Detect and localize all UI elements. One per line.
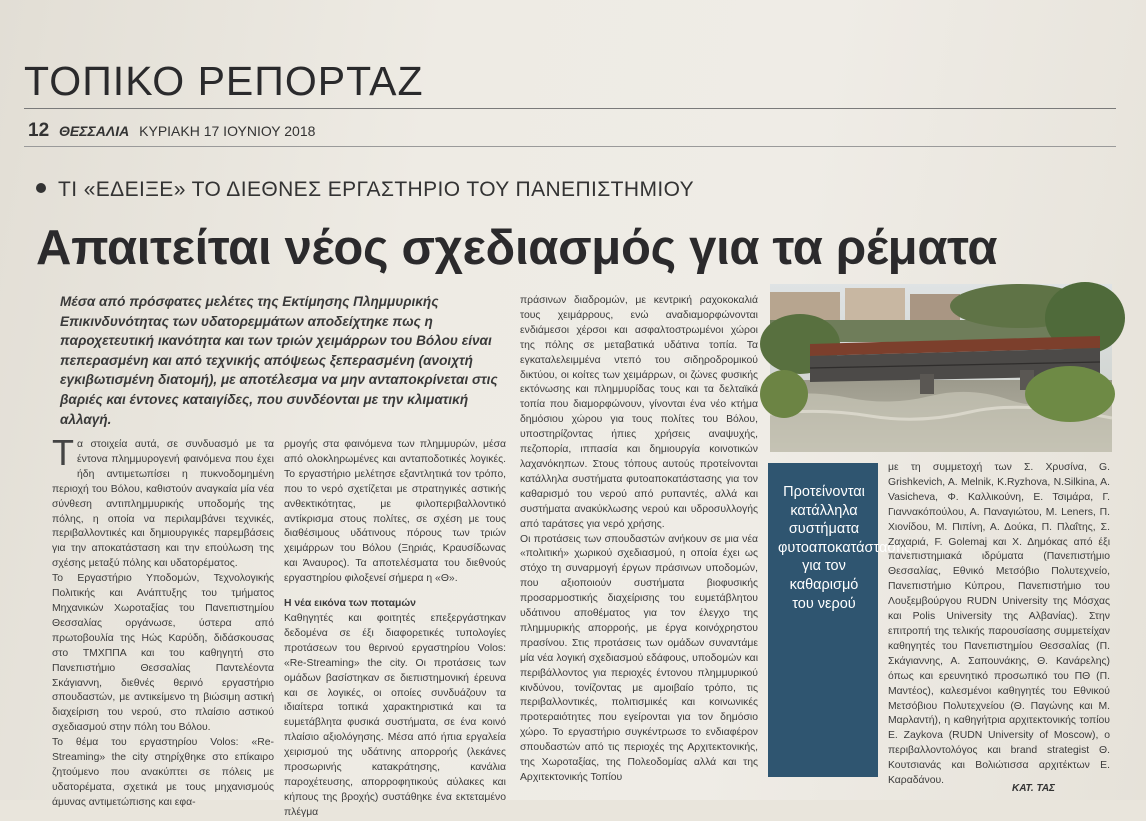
river-bridge-photo	[770, 284, 1112, 452]
paragraph: με τη συμμετοχή των Σ. Χρυσίνα, G. Grishkevich, A. Melnik, K.Ryzhova, N.Silkina, A. Vasicheva, Φ. Καλλικούνη, Ε. Τσιμάρα, Γ. Γιαννακόπούλου, Α. Παναγιώτου, Μ. Leners, Π. Χιονίδου, Μ. Πιπίνη, Α. Δούκα, Π. Πλαΐτης, Σ. Ζαχαριά, F. Golemaj και Χ. Δημόκας από έξι πανεπιστημιακά ιδρύματα (Πανεπιστήμιο Θεσσαλίας, Εθνικό Μετσόβιο Πολυτεχνείο, Πανεπιστήμιο Κύπρου, Πανεπιστήμιο του Λουξεμβούργου RUDN University της Μόσχας και Polis University της Αλβανίας). Στην επιτροπή της τελικής παρουσίασης συμμετείχαν καθηγητές του Πανεπιστημίου Θεσσαλίας (Π. Σκάγιαννης, Α. Σαπουνάκης, Θ. Κανάρελης) όπως και ερευνητικό προσωπικό του ΠΘ (Π. Μαντέος), καλεσμένοι καθηγητές του Εθνικού Μετσόβιου Πολυτεχνείου (Θ. Παγώνης και Μ. Μαρλαντή), η καθηγήτρια αρχιτεκτονικής τοπίου E. Zaykova (RUDN University of Moscow), ο περιβαλλοντολόγος και brand strategist Θ. Κουτσιανάς και Βολιώτισσα αρχιτέκτων Ε. Καραδάνου.	[888, 462, 1110, 787]
paragraph: α στοιχεία αυτά, σε συνδυασμό με τα έντονα πλημμυρογενή φαινόμενα που έχει ήδη αντιμετωπίσει η πυκνοδομημένη περιοχή του Βόλου, καθιστούν αναγκαία μία νέα σύνθεση αντιπλημμυρικής υποδομής της πόλης, η οποία να περιλαμβάνει τεχνικές, περιβαλλοντικές και δημιουργικές παρεμβάσεις για την αποκατάσταση και την επούλωση της σχέσης μεταξύ πόλης και υδατορέματος.	[52, 439, 274, 570]
newspaper-name: ΘΕΣΣΑΛΙΑ	[59, 123, 130, 139]
header-divider	[24, 108, 1116, 109]
text-column-3	[520, 294, 758, 784]
section-title: ΤΟΠΙΚΟ ΡΕΠΟΡΤΑΖ	[24, 58, 424, 104]
drop-cap: Τ	[52, 432, 74, 473]
page-number: 12	[28, 120, 50, 141]
subheading: Η νέα εικόνα των ποταμών	[284, 598, 416, 610]
folio-divider	[24, 146, 1116, 147]
lead-text: Μέσα από πρόσφατες μελέτες της Εκτίμησης Πλημμυρικής Επικινδυνότητας των υδατορεμμάτων αποδείχτηκε πως η παροχετευτική ικανότητα και των τριών χειμάρρων του Βόλου είναι πεπερασμένη και από τεχνικής απόψεως ξεπερασμένη (ανοιχτή εγκιβωτισμένη διατομή), με αποτέλεσμα να μην ανταποκρίνεται στις βαριές και έντονες καταιγίδες, που συνδέονται με την κλιματική αλλαγή.	[60, 294, 498, 427]
paragraph: ρμογής στα φαινόμενα των πλημμυρών, μέσα από ολοκληρωμένες και ανταποδοτικές λογικές. Το εργαστήριο μελέτησε εξαντλητικά τον τρόπο, που το νερό σχετίζεται με στρατηγικές αστικής ανθεκτικότητας, με φιλοπεριβαλλοντικό αντίκρισμα στους πολίτες, σε σχέση με τους διαθέσιμους υδάτινους πόρους των τριών χειμάρρων του Βόλου (Ξηριάς, Κραυσίδωνας και Άναυρος). Τα αποτελέσματα του διεθνούς εργαστηρίου φιλοξενεί σήμερα η «Θ».	[284, 439, 506, 585]
headline: Απαιτείται νέος σχεδιασμός για τα ρέματα	[36, 221, 998, 275]
kicker-text: ΤΙ «ΕΔΕΙΞΕ» ΤΟ ΔΙΕΘΝΕΣ ΕΡΓΑΣΤΗΡΙΟ ΤΟΥ ΠΑΝΕΠΙΣΤΗΜΙΟΥ	[58, 178, 695, 201]
text-column-1	[52, 432, 274, 808]
pull-quote-text: Προτείνονται κατάλληλα συστήματα φυτοαποκατάστασης για τον καθαρισμό του νερού	[778, 484, 912, 612]
bullet-icon	[36, 183, 46, 193]
pull-quote-box	[768, 463, 912, 777]
paragraph: Καθηγητές και φοιτητές επεξεργάστηκαν δεδομένα σε έξι διαφορετικές τυπολογίες προτάσεων του θερινού εργαστηρίου Volos: «Re-Streaming» the city. Οι προτάσεις των ομάδων βασίστηκαν σε διεπιστημονική έρευνα και σε λογικές, οι οποίες συνδυάζουν τα ιδιαίτερα τοπικά χαρακτηριστικά και τα ευμετάβλητα φυσικά συστήματα, σε ένα κοινό πλαίσιο αξιολόγησης. Μέσα από ήπια εργαλεία χειρισμού της υδάτινης απορροής (λεκάνες προσωρινής κατακράτησης, κανάλια παροχέτευσης, απορροφητικούς αύλακες και κήπους της βροχής) συστάθηκε ένα εκτεταμένο πλέγμα	[284, 612, 506, 818]
text-column-2	[284, 438, 506, 818]
issue-date: ΚΥΡΙΑΚΗ 17 ΙΟΥΝΙΟΥ 2018	[139, 123, 316, 139]
paragraph: Το θέμα του εργαστηρίου Volos: «Re-Streaming» the city στηρίχθηκε στο επίκαιρο ζητούμενο που ανακύπτει σε πόλεις με υδατορέματα, σχετικά με τους μηχανισμούς άμυνας αντιμετώπισης και εφα-	[52, 737, 274, 808]
paragraph: Το Εργαστήριο Υποδομών, Τεχνολογικής Πολιτικής και Ανάπτυξης του τμήματος Μηχανικών Χωροταξίας του Πανεπιστημίου Θεσσαλίας οργάνωσε, ύστερα από πρωτοβουλία της Ηώς Καρύδη, διδάσκουσας στο ΤΜΧΠΠΑ και του καθηγητή στο Πανεπιστήμιο Θεσσαλίας Παντελέοντα Σκάγιαννη, διεθνές θερινό εργαστήριο σπουδαστών, με αντικείμενο τη βιώσιμη αστική διαχείριση του νερού, στο πλαίσιο αστικού σχεδιασμού στην πόλη του Βόλου.	[52, 573, 274, 734]
byline: ΚΑΤ. ΤΑΣ	[1012, 783, 1055, 794]
paragraph: Οι προτάσεις των σπουδαστών ανήκουν σε μια νέα «πολιτική» χωρικού σχεδιασμού, η οποία έχει ως στόχο τη συναρμογή έργων πράσινων υποδομών, που αξιοποιούν συστήματα βιοφυσικής προσαρμοστικής διαχείρισης του ευμετάβλητου υδάτινου αποθέματος για τον έλεγχο της πλημμυρικής απορροής, με έργα κοινόχρηστου πρασίνου. Στις προτάσεις των ομάδων συναντάμε μία νέα λογική σχεδιασμού εδάφους, υποδομών και περιβάλλοντος για περιοχές έντονου πλημμυρικού κινδύνου, τονίζοντας με αμοιβαίο τρόπο, τις περιβαλλοντικές, πολιτισμικές και κοινωνικές προτεραιότητες που εγείρονται για τον δημόσιο χώρο. Το εργαστήριο συγκέντρωσε το ενδιαφέρον σπουδαστών από τις περιοχές της Αρχιτεκτονικής, της Χωροταξίας, της Πολεοδομίας αλλά και της Αρχιτεκτονικής Τοπίου	[520, 533, 758, 783]
photo-illustration	[770, 284, 1112, 452]
text-column-4	[888, 461, 1110, 787]
kicker	[36, 178, 694, 202]
paragraph: πράσινων διαδρομών, με κεντρική ραχοκοκαλιά τους χειμάρρους, ενώ αναδιαμορφώνονται ενδιάμεσοι χέρσοι και ασφαλτοστρωμένοι χώροι της πόλης σε μεταβατικά υδάτινα τοπία. Τα εγκαταλελειμμένα ντεπό του σιδηροδρομικού δικτύου, οι κοίτες των χειμάρρων, οι ζώνες φυσικής εκτόνωσης και πλημμυρίδας τους και τα δελταϊκά τοπία που διαμορφώνουν, γίνονται ένα νέο κτήμα δημόσιου χώρου για τους πολίτες του Βόλου, υποστηρίζοντας ήπιες χρήσεις αναψυχής, πεζοπορία, ιππασία και δημιουργία κοινοτικών λαχανόκηπων. Στους τόπους αυτούς προτείνονται κατάλληλα συστήματα φυτοαποκατάστασης για τον καθαρισμό του νερού από ρυπαντές, αλλά και συστήματα ανακύκλωσης νερού και υδροσυλλογής από ταράτσες για νερό χρήσης.	[520, 295, 758, 530]
folio-line	[28, 120, 315, 142]
lead-paragraph	[60, 292, 515, 429]
